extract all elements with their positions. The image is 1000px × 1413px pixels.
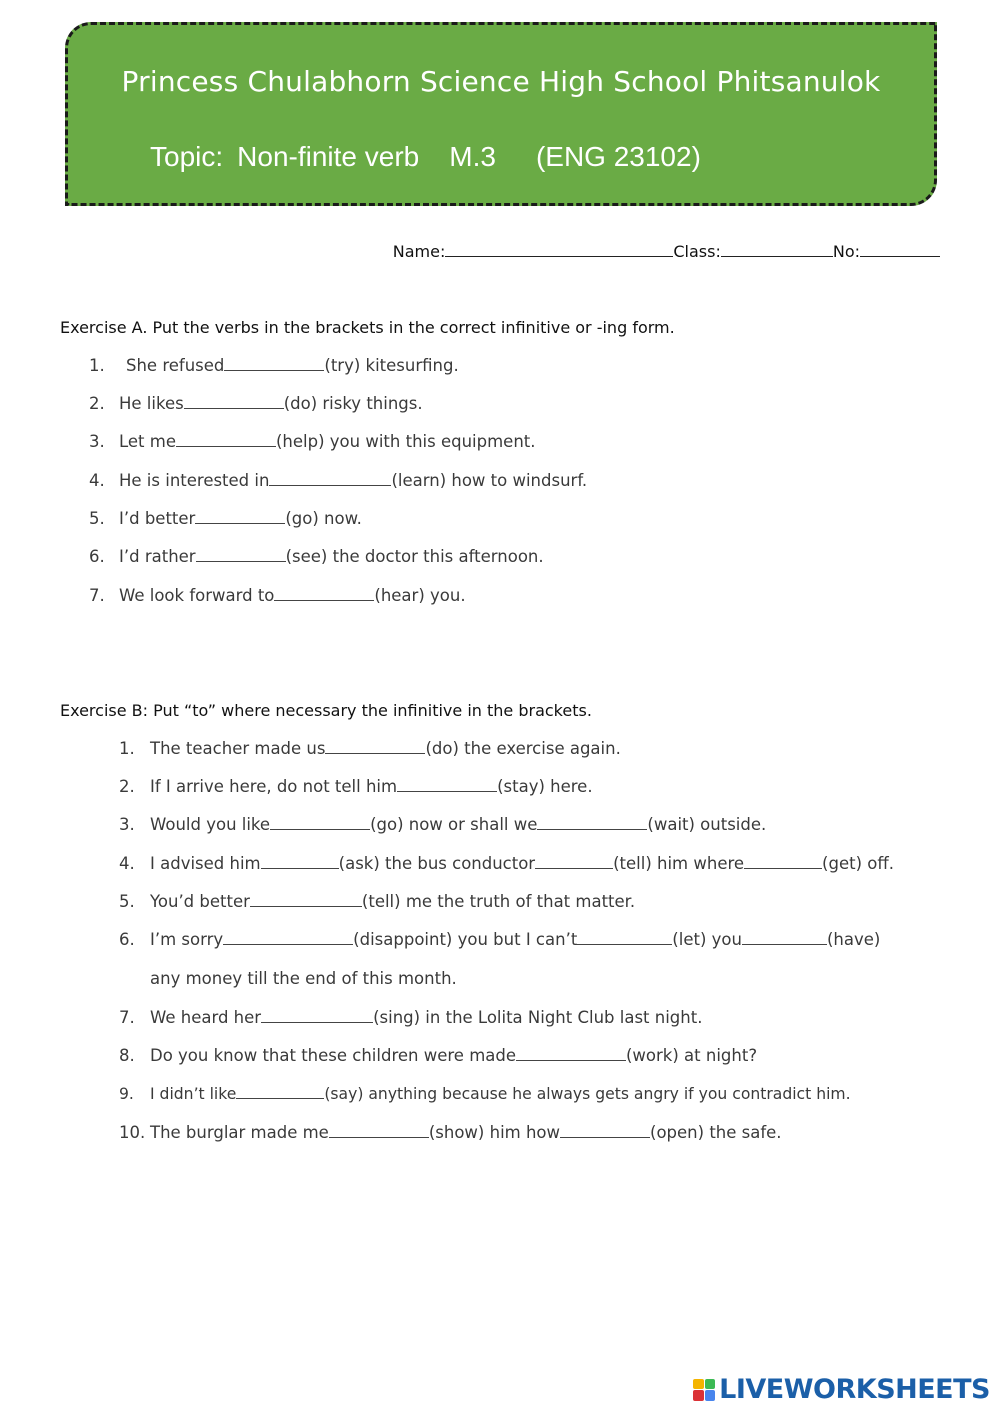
exercise-b-item-6: 6. I’m sorry (disappoint) you but I can’t (let) you (have) (119, 930, 881, 949)
exercise-b-item-1: 1. The teacher made us (do) the exercise again. (119, 739, 621, 758)
answer-blank[interactable] (329, 1123, 429, 1138)
exercise-a-item-5: 5. I’d better (go) now. (89, 509, 362, 528)
answer-blank[interactable] (224, 356, 324, 371)
topic-level: M.3 (449, 141, 496, 172)
exercise-b-item-7: 7. We heard her (sing) in the Lolita Night Club last night. (119, 1008, 703, 1027)
exercise-b-item-8: 8. Do you know that these children were made (work) at night? (119, 1046, 758, 1065)
exercise-b-item-2: 2. If I arrive here, do not tell him (stay) here. (119, 777, 593, 796)
answer-blank[interactable] (196, 547, 286, 562)
student-info-line (393, 242, 940, 261)
answer-blank[interactable] (535, 854, 613, 869)
exercise-a-item-4: 4. He is interested in (learn) how to windsurf. (89, 471, 588, 490)
answer-blank[interactable] (261, 854, 339, 869)
answer-blank[interactable] (397, 777, 497, 792)
answer-blank[interactable] (560, 1123, 650, 1138)
school-name: Princess Chulabhorn Science High School Phitsanulok (121, 65, 881, 98)
answer-blank[interactable] (176, 432, 276, 447)
answer-blank[interactable] (516, 1046, 626, 1061)
answer-blank[interactable] (537, 815, 647, 830)
answer-blank[interactable] (184, 394, 284, 409)
exercise-b-title: Exercise B: Put “to” where necessary the infinitive in the brackets. (60, 701, 592, 720)
topic-course: (ENG 23102) (535, 141, 701, 172)
logo-text: LIVEWORKSHEETS (719, 1374, 990, 1405)
answer-blank[interactable] (195, 509, 285, 524)
answer-blank[interactable] (236, 1084, 324, 1099)
exercise-b-item-10: 10. The burglar made me (show) him how (open) the safe. (119, 1123, 782, 1142)
exercise-a-title: Exercise A. Put the verbs in the brackets in the correct infinitive or -ing form. (60, 318, 675, 337)
topic-label: Topic: (150, 141, 224, 172)
answer-blank[interactable] (269, 471, 391, 486)
exercise-a-item-2: 2. He likes (do) risky things. (89, 394, 423, 413)
exercise-b-item-3: 3. Would you like (go) now or shall we (wait) outside. (119, 815, 767, 834)
name-field[interactable] (445, 242, 673, 257)
topic-title: Non-finite verb (237, 141, 420, 172)
answer-blank[interactable] (742, 930, 827, 945)
exercise-a-item-6: 6. I’d rather (see) the doctor this afternoon. (89, 547, 544, 566)
answer-blank[interactable] (577, 930, 672, 945)
exercise-a-item-7: 7. We look forward to (hear) you. (89, 586, 466, 605)
exercise-b-item-9: 9. I didn’t like (say) anything because he always gets angry if you contradict him. (119, 1085, 851, 1103)
exercise-b-item-4: 4. I advised him (ask) the bus conductor (tell) him where (get) off. (119, 854, 894, 873)
no-field[interactable] (860, 242, 940, 257)
answer-blank[interactable] (325, 739, 425, 754)
answer-blank[interactable] (274, 586, 374, 601)
name-label: Name: (392, 242, 446, 261)
answer-blank[interactable] (744, 854, 822, 869)
class-field[interactable] (721, 242, 833, 257)
topic-line (150, 141, 715, 173)
answer-blank[interactable] (250, 892, 362, 907)
answer-blank[interactable] (270, 815, 370, 830)
liveworksheets-logo (693, 1374, 990, 1405)
header-banner (65, 22, 937, 206)
answer-blank[interactable] (261, 1008, 373, 1023)
class-label: Class: (673, 242, 721, 261)
liveworksheets-logo-icon (693, 1379, 715, 1401)
no-label: No: (832, 242, 860, 261)
exercise-a-item-3: 3. Let me (help) you with this equipment. (89, 432, 536, 451)
answer-blank[interactable] (223, 930, 353, 945)
exercise-a-item-1: 1. She refused (try) kitesurfing. (89, 356, 459, 375)
exercise-b-item-6-continuation: any money till the end of this month. (150, 969, 457, 988)
exercise-b-item-5: 5. You’d better (tell) me the truth of that matter. (119, 892, 636, 911)
